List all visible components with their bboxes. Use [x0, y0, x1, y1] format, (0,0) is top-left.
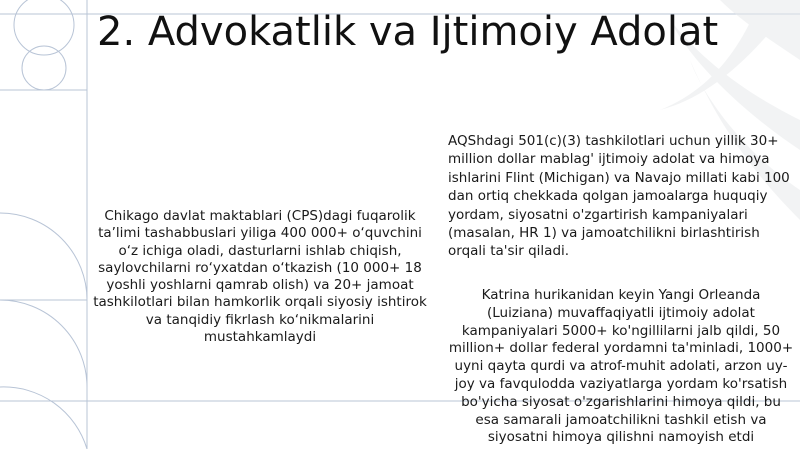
right-paragraph-1: AQShdagi 501(c)(3) tashkilotlari uchun yillik 30+ million dollar mablag' ijtimoiy adolat va himoya ishlarini Flint (Michigan) va Navajo millati kabi 100 dan ortiq chekkada qolgan jamoalarga huquqiy yordam, siyosatni o'zgartirish kampaniyalari (masalan, HR 1) va jamoatchilikni birlashtirish orqali ta'sir qiladi.: [448, 133, 790, 260]
arc-upper: [0, 213, 87, 300]
top-large-circle: [14, 0, 74, 55]
slide-title: 2. Advokatlik va Ijtimoiy Adolat: [97, 9, 719, 55]
top-small-circle: [22, 46, 66, 90]
left-paragraph: Chikago davlat maktablari (CPS)dagi fuqarolik ta’limi tashabbuslari yiliga 400 000+ o‘quvchini o‘z ichiga oladi, dasturlarni ishlab chiqish, saylovchilarni ro‘yxatdan o‘tkazish (10 000+ 18 yoshli yoshlarni qamrab olish) va 20+ jamoat tashkilotlari bilan hamkorlik orqali siyosiy ishtirok va tanqidiy fikrlash ko‘nikmalarini mustahkamlaydi: [93, 208, 427, 346]
arc-bottom: [0, 387, 87, 449]
right-paragraph-2: Katrina hurikanidan keyin Yangi Orleanda (Luiziana) muvaffaqiyatli ijtimoiy adolat kampaniyalari 5000+ ko'ngillilarni jalb qildi, 50 million+ dollar federal yordamni ta'minladi, 1000+ uyni qayta qurdi va atrof-muhit adolati, arzon uy-joy va favqulodda vaziyatlarga yordam ko'rsatish bo'yicha siyosat o'zgarishlarini himoya qildi, bu esa samarali jamoatchilikni tashkil etish va siyosatni himoya qilishni namoyish etdi: [448, 287, 794, 446]
arc-lower: [0, 300, 87, 387]
